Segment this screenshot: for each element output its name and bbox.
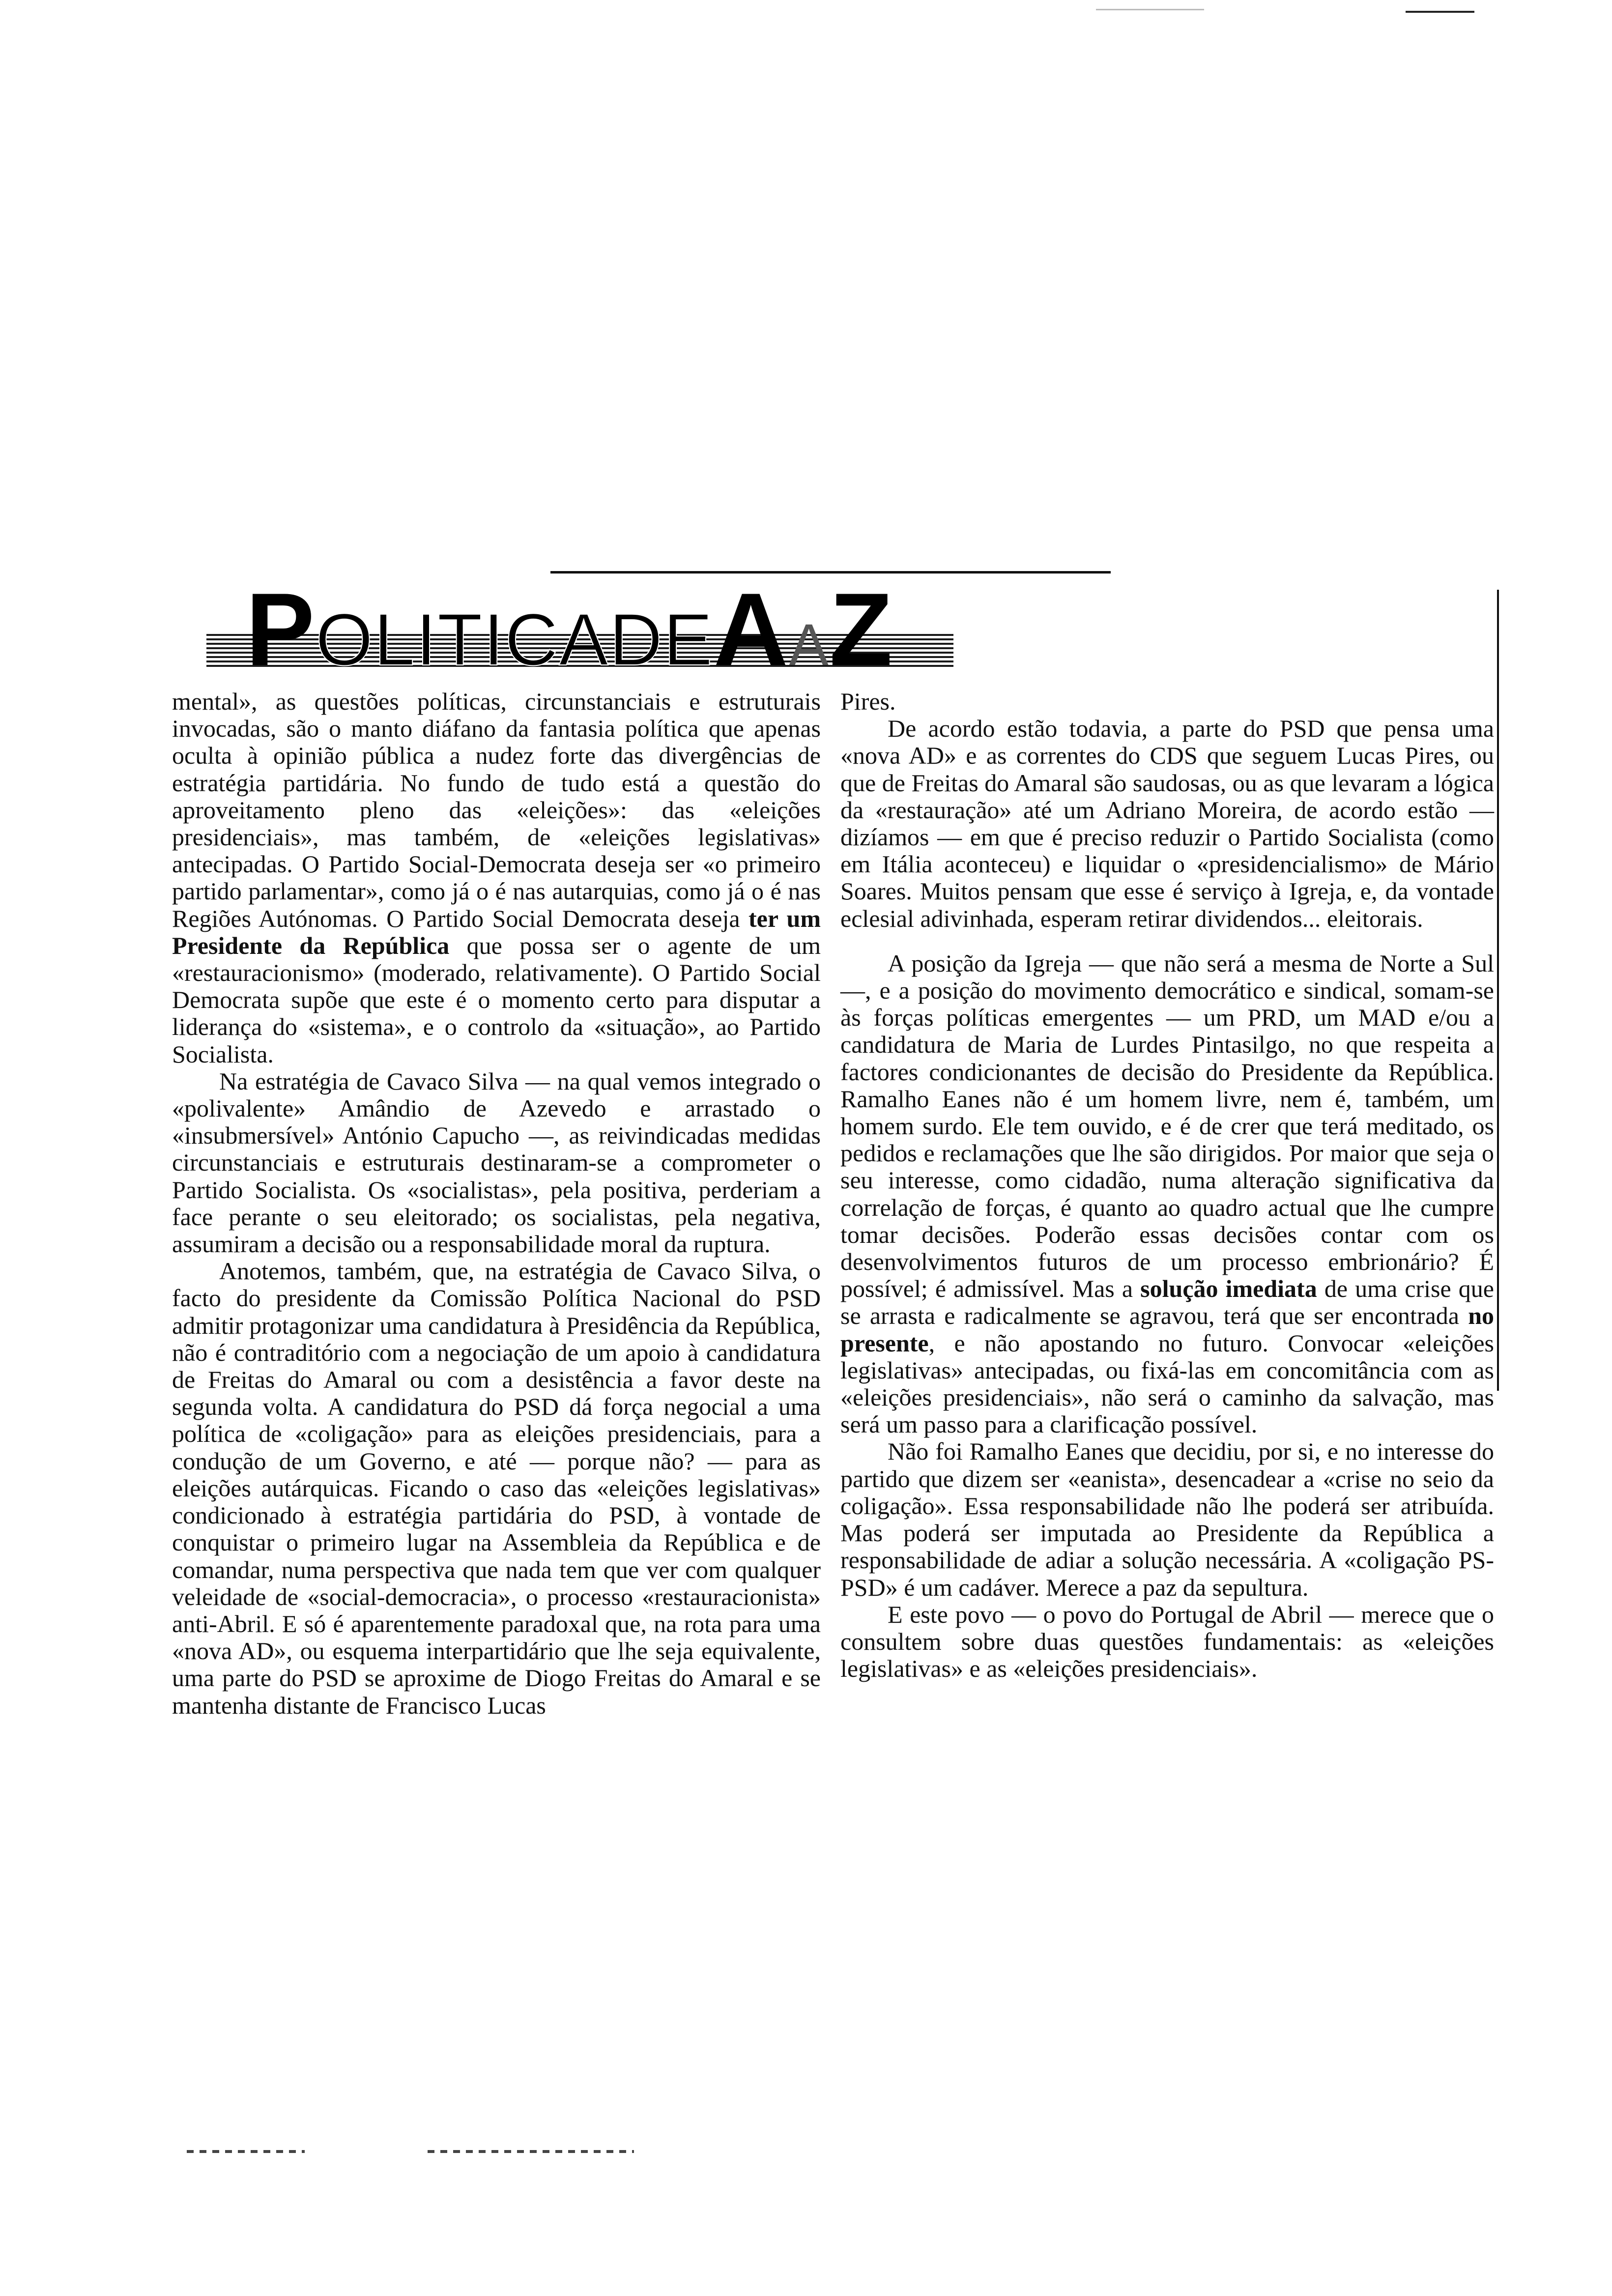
article-paragraph [172, 1258, 821, 1719]
article-paragraph [840, 1601, 1494, 1683]
article-column-right [840, 688, 1494, 1682]
article-paragraph [840, 715, 1494, 932]
title-letter-a-small: A [789, 612, 830, 678]
bold-text-run: no presente [840, 1302, 1494, 1357]
section-title [246, 570, 893, 689]
title-olitica: OLITICA [316, 598, 609, 681]
title-letter-z: Z [829, 572, 893, 687]
column-rule [1497, 590, 1499, 1391]
bold-text-run: solução imediata [1140, 1275, 1317, 1303]
bold-text-run: ter um Presidente da República [172, 904, 821, 959]
text-run: de uma crise que se arrasta e radicalmente se agravou, terá que ser encontrada [840, 1275, 1494, 1330]
article-paragraph [840, 688, 1494, 715]
text-run: Pires. [840, 688, 896, 715]
text-run: Anotemos, também, que, na estratégia de Cavaco Silva, o facto do presidente da Comissão Política Nacional do PSD admitir protagonizar uma candidatura à Presidência da República, não é contraditório com a negociação de um apoio à candidatura de Freitas do Amaral ou com a desistência a favor deste na segunda volta. A candidatura do PSD dá força negocial a uma política de «coligação» para as eleições presidenciais, para a condução de um Governo, e até — porque não? — para as eleições autárquicas. Ficando o caso das «eleições legislativas» condicionado à estratégia partidária do PSD, à vontade de conquistar o primeiro lugar na Assembleia da República e de comandar, numa perspectiva que nada tem que ver com qualquer veleidade de «social-democracia», o processo «restauracionista» anti-Abril. E só é aparentemente paradoxal que, na rota para uma «nova AD», ou esquema interpartidário que lhe seja equivalente, uma parte do PSD se aproxime de Diogo Freitas do Amaral e se mantenha distante de Francisco Lucas [172, 1257, 821, 1719]
text-run: De acordo estão todavia, a parte do PSD que pensa uma «nova AD» e as correntes do CDS que seguem Lucas Pires, ou que de Freitas do Amaral são saudosas, ou as que levaram a lógica da «restauração» até um Adriano Moreira, de acordo estão — dizíamos — em que é preciso reduzir o Partido Socialista (como em Itália aconteceu) e liquidar o «presidencialismo» de Mário Soares. Muitos pensam que esse é serviço à Igreja, e, da vontade eclesial adivinhada, esperam retirar dividendos... eleitorais. [840, 715, 1494, 932]
article-paragraph [172, 688, 821, 1068]
text-run: que possa ser o agente de um «restauracionismo» (moderado, relativamente). O Partido Social Democrata supõe que este é o momento certo para disputar a liderança do «sistema», e o controlo da «situação», ao Partido Socialista. [172, 931, 821, 1068]
text-run: , e não apostando no futuro. Convocar «eleições legislativas» antecipadas, ou fixá-las em concomitância com as «eleições presidenciais», não será o caminho da salvação, mas será um passo para a clarificação possível. [840, 1329, 1494, 1438]
title-letter-a: A [713, 572, 789, 687]
title-de: DE [609, 598, 714, 681]
text-run: Não foi Ramalho Eanes que decidiu, por si, e no interesse do partido que dizem ser «eanista», desencadear a «crise no seio da coligação». Essa responsabilidade não lhe poderá ser atribuída. Mas poderá ser imputada ao Presidente da República a responsabilidade de adiar a solução necessária. A «coligação PS-PSD» é um cadáver. Merece a paz da sepultura. [840, 1437, 1494, 1601]
text-run: Na estratégia de Cavaco Silva — na qual vemos integrado o «polivalente» Amândio de Azevedo e arrastado o «insubmersível» António Capucho —, as reivindicadas medidas circunstanciais e estruturais destinaram-se a comprometer o Partido Socialista. Os «socialistas», pela positiva, perderiam a face perante o seu eleitorado; os socialistas, pela negativa, assumiram a decisão ou a responsabilidade moral da ruptura. [172, 1067, 821, 1258]
masthead [206, 560, 983, 687]
scan-residue [428, 2150, 634, 2153]
article-column-left [172, 688, 821, 1719]
article-paragraph [840, 950, 1494, 1438]
article-paragraph [840, 1438, 1494, 1601]
article-paragraph [172, 1068, 821, 1258]
title-letter-p: P [246, 572, 316, 687]
text-run: E este povo — o povo do Portugal de Abril — merece que o consultem sobre duas questões fundamentais: as «eleições legislativas» e as «eleições presidenciais». [840, 1600, 1494, 1683]
text-run: mental», as questões políticas, circunstanciais e estruturais invocadas, são o manto diáfano da fantasia política que apenas oculta à opinião pública a nudez forte das divergências de estratégia partidária. No fundo de tudo está a questão do aproveitamento pleno das «eleições»: das «eleições presidenciais», mas também, de «eleições legislativas» antecipadas. O Partido Social-Democrata deseja ser «o primeiro partido parlamentar», como já o é nas autarquias, como já o é nas Regiões Autónomas. O Partido Social Democrata deseja [172, 688, 821, 932]
scan-mark [1096, 9, 1204, 10]
scan-residue [187, 2150, 305, 2153]
text-run: A posição da Igreja — que não será a mesma de Norte a Sul —, e a posição do movimento democrático e sindical, somam-se às forças políticas emergentes — um PRD, um MAD e/ou a candidatura de Maria de Lurdes Pintasilgo, no que respeita a factores condicionantes de decisão do Presidente da República. Ramalho Eanes não é um homem livre, nem é, também, um homem surdo. Ele tem ouvido, e é de crer que terá meditado, os pedidos e reclamações que lhe são dirigidos. Por maior que seja o seu interesse, como cidadão, numa alteração significativa da correlação de forças, é quanto ao quadro actual que lhe cumpre tomar decisões. Poderão essas decisões contar com os desenvolvimentos futuros de um processo embrionário? É possível; é admissível. Mas a [840, 949, 1494, 1303]
scan-mark [1406, 11, 1474, 13]
